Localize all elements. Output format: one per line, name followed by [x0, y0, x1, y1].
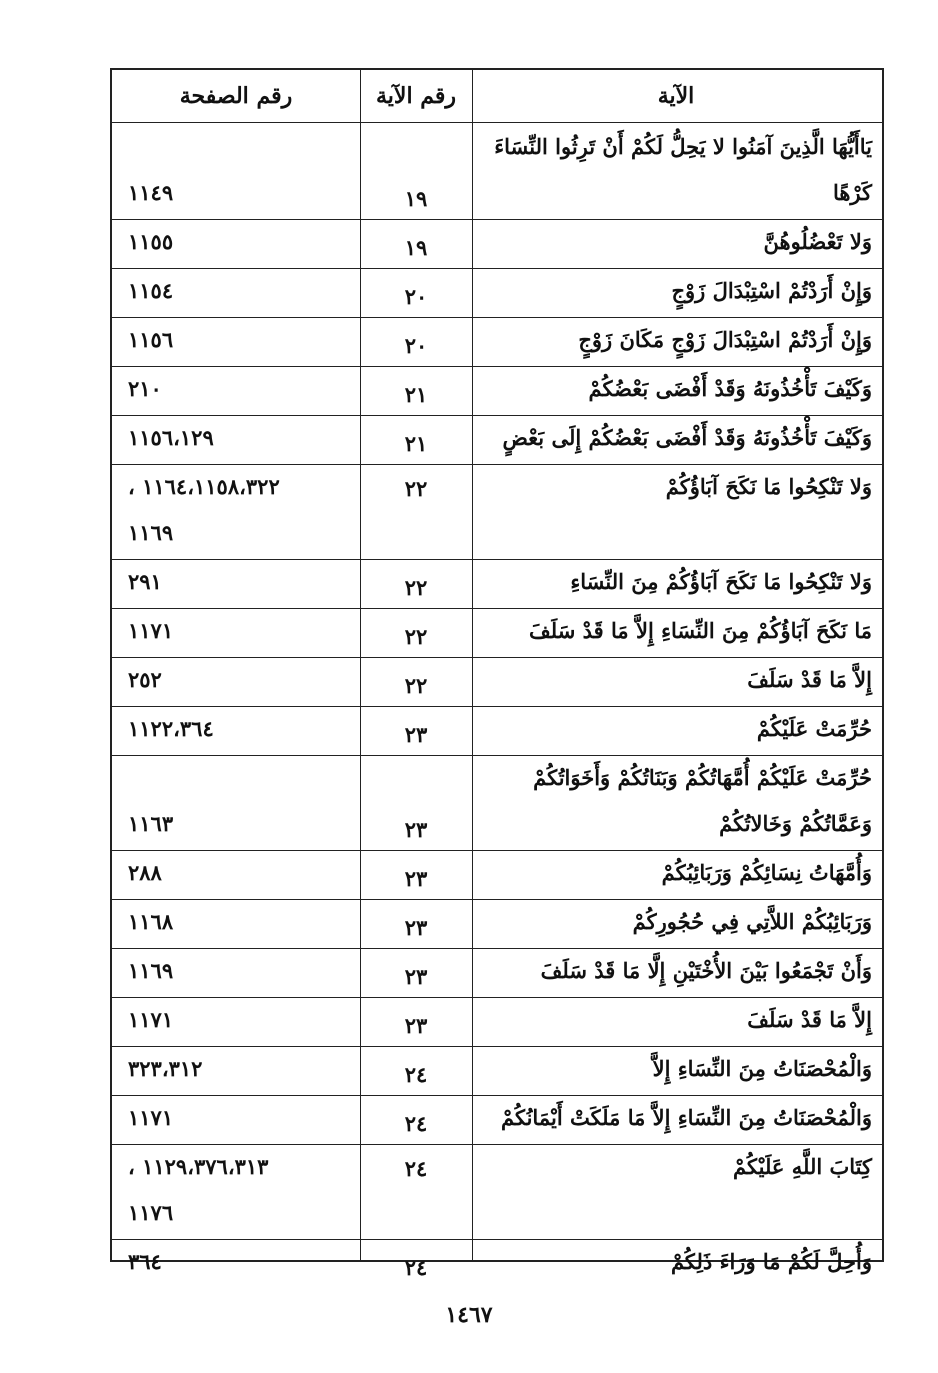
- verse-line: مَا نَكَحَ آبَاؤُكُمْ مِنَ النِّسَاءِ إِلاَّ مَا قَدْ سَلَفَ: [529, 618, 872, 643]
- ayah-number-cell: ٢٢: [404, 575, 428, 600]
- page-number-cell: [112, 415, 360, 464]
- table-row: [112, 1239, 882, 1288]
- verse-line: وَكَيْفَ تَأْخُذُونَهُ وَقَدْ أَفْضَى بَعْضُكُمْ إِلَى بَعْضٍ: [502, 425, 872, 450]
- table-row: [112, 1095, 882, 1144]
- table-row: [112, 415, 882, 464]
- index-table: [110, 68, 884, 1280]
- ayah-number-cell: ٢٣: [404, 915, 428, 940]
- verse-cell: [470, 366, 882, 415]
- page-number-cell: [112, 559, 360, 608]
- table-row: [112, 850, 882, 899]
- page-number-cell: [112, 1239, 360, 1288]
- page-ref-line: ٢٥٢: [128, 667, 162, 692]
- verse-cell: [470, 1046, 882, 1095]
- page-number-cell: [112, 219, 360, 268]
- page-number-cell: [112, 464, 360, 559]
- verse-line: كَرْهًا: [832, 180, 872, 205]
- table-row: [112, 559, 882, 608]
- ayah-number-cell: ٢٤: [404, 1111, 428, 1136]
- page-number-cell: [112, 1046, 360, 1095]
- page-number-cell: [112, 317, 360, 366]
- page-ref-line: ١١٦٤،١١٥٨،٣٢٢ ،: [128, 474, 280, 499]
- verse-line: وَإِنْ أَرَدْتُمْ اسْتِبْدَالَ زَوْجٍ مَكَانَ زَوْجٍ: [578, 327, 872, 352]
- ayah-number-cell: ٢١: [404, 382, 428, 407]
- page-number: ١٤٦٧: [445, 1302, 493, 1328]
- header-ayah-number: رقم الآية: [375, 83, 457, 109]
- table-row: [112, 657, 882, 706]
- ayah-number-cell: ١٩: [404, 235, 428, 260]
- page-ref-line: ٢٩١: [128, 569, 162, 594]
- page-ref-line: ١١٢٩،٣٧٦،٣١٣ ،: [128, 1154, 269, 1179]
- page-ref-line: ٢٨٨: [128, 860, 162, 885]
- verse-line: وَأَنْ تَجْمَعُوا بَيْنَ الأُخْتَيْنِ إِلَّا مَا قَدْ سَلَفَ: [540, 958, 872, 983]
- ayah-number-cell: ٢٣: [404, 1013, 428, 1038]
- page-number-cell: [112, 850, 360, 899]
- header-page-number: رقم الصفحة: [179, 83, 293, 109]
- page-ref-line: ١١٦٣: [128, 811, 174, 836]
- page-ref-line: ١١٤٩: [128, 180, 174, 205]
- verse-line: كِتَابَ اللَّهِ عَلَيْكُمْ: [733, 1154, 872, 1179]
- verse-line: وَلا تَنْكِحُوا مَا نَكَحَ آبَاؤُكُمْ مِنَ النِّسَاءِ: [570, 569, 872, 594]
- verse-line: إِلاَّ مَا قَدْ سَلَفَ: [747, 1007, 872, 1032]
- verse-cell: [470, 948, 882, 997]
- header-verse: الآية: [657, 83, 695, 109]
- ayah-number-cell: ٢٢: [404, 476, 428, 501]
- page-number-cell: [112, 755, 360, 850]
- verse-line: حُرِّمَتْ عَلَيْكُمْ أُمَّهَاتُكُمْ وَبَنَاتُكُمْ وَأَخَوَاتُكُمْ: [533, 765, 872, 790]
- ayah-number-cell: ٢٤: [404, 1062, 428, 1087]
- page-number-cell: [112, 948, 360, 997]
- verse-cell: [470, 755, 882, 850]
- page-ref-line: [128, 755, 360, 801]
- verse-cell: [470, 559, 882, 608]
- verse-cell: [470, 1095, 882, 1144]
- table-row: [112, 706, 882, 755]
- page-ref-line: ١١٥٦،١٢٩: [128, 425, 214, 450]
- table-row: [112, 997, 882, 1046]
- page-ref-line: ٣٢٣،٣١٢: [128, 1056, 203, 1081]
- verse-cell: [470, 124, 882, 219]
- verse-cell: [470, 850, 882, 899]
- verse-cell: [470, 608, 882, 657]
- page-ref-line: ٢١٠: [128, 376, 162, 401]
- page-number-cell: [112, 268, 360, 317]
- verse-cell: [470, 268, 882, 317]
- page-number-cell: [112, 1095, 360, 1144]
- verse-cell: [470, 899, 882, 948]
- table-row: [112, 948, 882, 997]
- header-divider: [112, 122, 882, 123]
- page-ref-line: ١١٦٩: [128, 958, 174, 983]
- page-ref-line: ٣٦٤: [128, 1249, 162, 1274]
- page-number-cell: [112, 608, 360, 657]
- ayah-number-cell: ٢٢: [404, 673, 428, 698]
- page-ref-line: ١١٥٥: [128, 229, 174, 254]
- table-row: [112, 755, 882, 850]
- verse-cell: [470, 415, 882, 464]
- table-row: [112, 124, 882, 219]
- ayah-number-cell: ٢٣: [404, 817, 428, 842]
- table-row: [112, 899, 882, 948]
- verse-line: وَالْمُحْصَنَاتُ مِنَ النِّسَاءِ إِلاَّ مَا مَلَكَتْ أَيْمَانُكُمْ: [501, 1105, 872, 1130]
- verse-line: وَإِنْ أَرَدْتُمْ اسْتِبْدَالَ زَوْجٍ: [671, 278, 872, 303]
- ayah-number-cell: ٢٣: [404, 964, 428, 989]
- verse-cell: [470, 219, 882, 268]
- page-ref-line: ١١٦٨: [128, 909, 174, 934]
- page-ref-line: ١١٥٦: [128, 327, 174, 352]
- ayah-number-cell: ٢٠: [404, 333, 428, 358]
- verse-line: [470, 510, 872, 556]
- table-row: [112, 1144, 882, 1239]
- page-ref-line: [128, 124, 360, 170]
- verse-line: حُرِّمَتْ عَلَيْكُمْ: [756, 716, 872, 741]
- verse-cell: [470, 464, 882, 559]
- ayah-number-cell: ٢٢: [404, 624, 428, 649]
- page-ref-line: ١١٧١: [128, 618, 174, 643]
- verse-cell: [470, 706, 882, 755]
- page-number-cell: [112, 706, 360, 755]
- verse-line: [470, 1190, 872, 1236]
- page-ref-line: ١١٦٩: [128, 520, 174, 545]
- ayah-number-cell: ٢٠: [404, 284, 428, 309]
- ayah-number-cell: ٢٤: [404, 1156, 428, 1181]
- verse-line: وَالْمُحْصَنَاتُ مِنَ النِّسَاءِ إِلاَّ: [652, 1056, 872, 1081]
- ayah-number-cell: ٢٣: [404, 866, 428, 891]
- verse-cell: [470, 317, 882, 366]
- page-ref-line: ١١٢٢،٣٦٤: [128, 716, 214, 741]
- ayah-number-cell: ٢٣: [404, 722, 428, 747]
- verse-cell: [470, 657, 882, 706]
- ayah-number-cell: ٢١: [404, 431, 428, 456]
- verse-cell: [470, 1239, 882, 1288]
- page-number-cell: [112, 657, 360, 706]
- verse-line: وَرَبَائِبُكُمْ اللاَّتِي فِي حُجُورِكُمْ: [632, 909, 872, 934]
- verse-line: وَكَيْفَ تَأْخُذُونَهُ وَقَدْ أَفْضَى بَعْضُكُمْ: [588, 376, 872, 401]
- table-row: [112, 608, 882, 657]
- table-row: [112, 464, 882, 559]
- verse-cell: [470, 1144, 882, 1239]
- ayah-number-cell: ١٩: [404, 186, 428, 211]
- page-ref-line: ١١٥٤: [128, 278, 174, 303]
- verse-line: إِلاَّ مَا قَدْ سَلَفَ: [747, 667, 872, 692]
- table-row: [112, 268, 882, 317]
- page-number-cell: [112, 124, 360, 219]
- page-number-cell: [112, 366, 360, 415]
- verse-line: وَأُحِلَّ لَكُمْ مَا وَرَاءَ ذَلِكُمْ: [670, 1249, 872, 1274]
- page-number-cell: [112, 1144, 360, 1239]
- verse-line: يَاأَيُّهَا الَّذِينَ آمَنُوا لا يَحِلُّ لَكُمْ أَنْ تَرِثُوا النِّسَاءَ: [494, 134, 872, 159]
- ayah-number-cell: ٢٤: [404, 1255, 428, 1280]
- table-row: [112, 1046, 882, 1095]
- verse-line: وَعَمَّاتُكُمْ وَخَالاتُكُمْ: [719, 811, 872, 836]
- verse-line: وَلا تَنْكِحُوا مَا نَكَحَ آبَاؤُكُمْ: [665, 474, 872, 499]
- page-ref-line: ١١٧١: [128, 1007, 174, 1032]
- page-number-cell: [112, 997, 360, 1046]
- verse-line: وَلا تَعْضُلُوهُنَّ: [763, 229, 872, 254]
- page-number-cell: [112, 899, 360, 948]
- verse-line: وَأُمَّهَاتُ نِسَائِكُمْ وَرَبَائِبُكُمْ: [661, 860, 872, 885]
- table-row: [112, 219, 882, 268]
- page-ref-line: ١١٧٦: [128, 1200, 174, 1225]
- verse-cell: [470, 997, 882, 1046]
- table-row: [112, 366, 882, 415]
- page-ref-line: ١١٧١: [128, 1105, 174, 1130]
- table-row: [112, 317, 882, 366]
